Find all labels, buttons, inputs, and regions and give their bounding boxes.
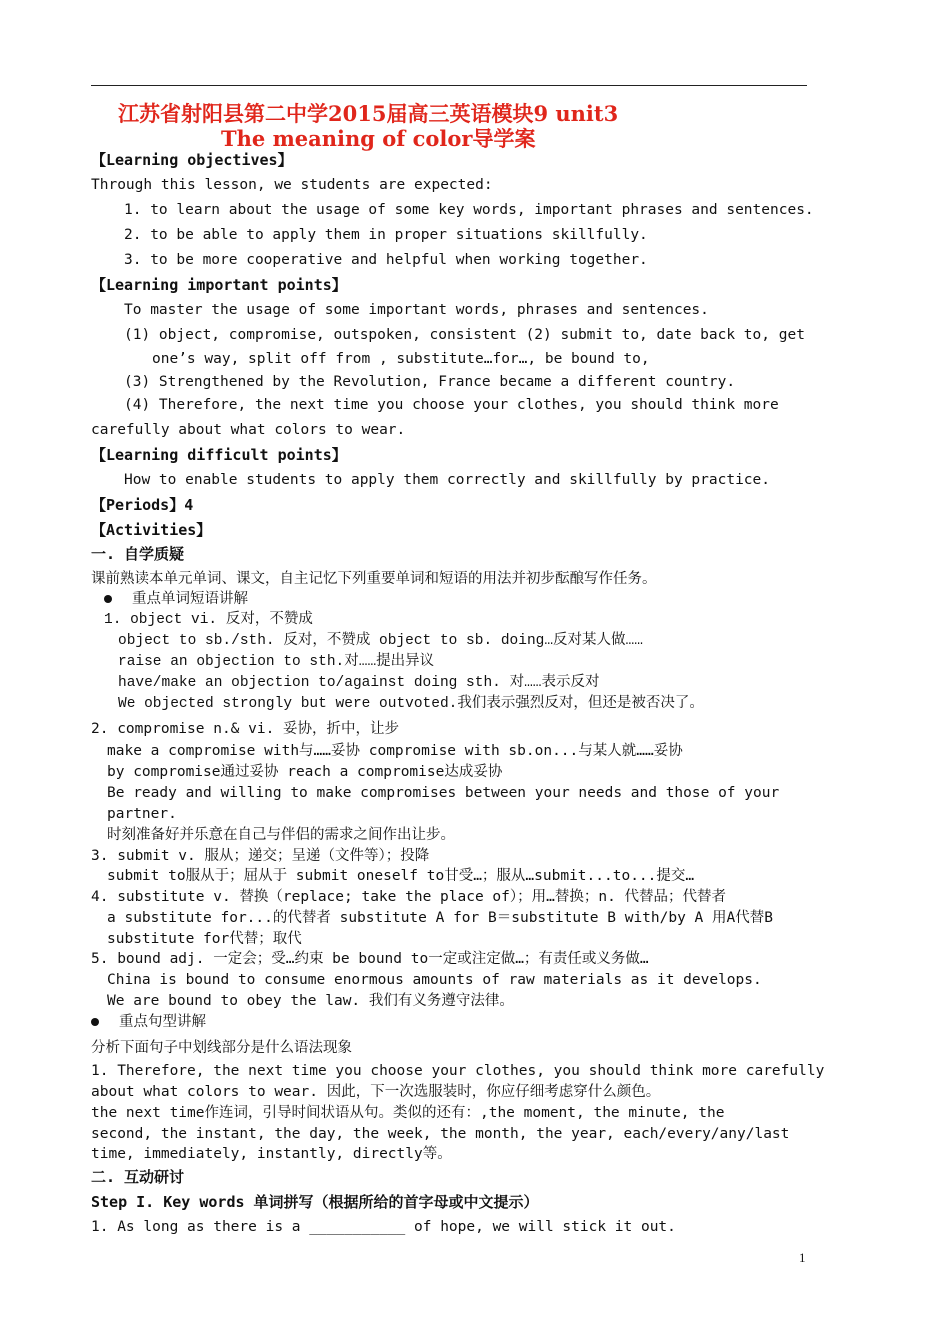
object-block <box>104 610 313 631</box>
compromise-line: by compromise通过妥协 reach a compromise达成妥协 <box>107 764 503 780</box>
sentence-line: about what colors to wear. 因此，下一次选服装时，你应仔细考虑穿什么颜色。 <box>91 1084 661 1100</box>
compromise-line: partner. <box>107 806 177 822</box>
object-block-details <box>118 631 704 715</box>
bullet-word-phrases <box>104 590 248 608</box>
compromise-line: 2. compromise n.& vi. 妥协，折中，让步 <box>91 721 400 737</box>
important-points-line: (4) Therefore, the next time you choose your clothes, you should think more <box>124 397 779 413</box>
question-1: 1. As long as there is a ___________ of hope, we will stick it out. <box>91 1219 676 1235</box>
objective-item: 2. to be able to apply them in proper situations skillfully. <box>124 227 648 243</box>
object-line: raise an objection to sth.对……提出异议 <box>118 654 435 670</box>
substitute-line: a substitute for...的代替者 substitute A for B＝substitute B with/by A 用A代替B <box>107 910 773 926</box>
difficult-points-heading: 【Learning difficult points】 <box>91 446 347 464</box>
step1-heading: Step I. Key words 单词拼写（根据所给的首字母或中文提示） <box>91 1193 539 1211</box>
sentence-line: second, the instant, the day, the week, the month, the year, each/every/any/last <box>91 1126 790 1142</box>
activities-heading: 【Activities】 <box>91 521 212 539</box>
section1-intro: 课前熟读本单元单词、课文，自主记忆下列重要单词和短语的用法并初步酝酿写作任务。 <box>91 571 657 587</box>
section2-heading: 二. 互动研讨 <box>91 1168 185 1186</box>
objectives-heading: 【Learning objectives】 <box>91 151 293 169</box>
important-points-line: (3) Strengthened by the Revolution, France became a different country. <box>124 374 736 390</box>
compromise-line: 时刻准备好并乐意在自己与伴侣的需求之间作出让步。 <box>107 827 455 843</box>
bullet-label: 重点单词短语讲解 <box>132 591 248 607</box>
section1-heading: 一. 自学质疑 <box>91 545 185 563</box>
compromise-line: make a compromise with与……妥协 compromise with sb.on...与某人就……妥协 <box>107 743 683 759</box>
bullet-icon <box>104 595 112 603</box>
bound-line: 5. bound adj. 一定会；受…约束 be bound to一定或注定做…；有责任或义务做… <box>91 951 649 967</box>
submit-line: 3. submit v. 服从；递交；呈递（文件等）；投降 <box>91 848 430 864</box>
important-points-line: (1) object, compromise, outspoken, consistent (2) submit to, date back to, get <box>124 327 805 343</box>
bound-line: China is bound to consume enormous amounts of raw materials as it develops. <box>107 972 762 988</box>
important-points-heading: 【Learning important points】 <box>91 276 347 294</box>
compromise-line: Be ready and willing to make compromises between your needs and those of your <box>107 785 780 801</box>
header-rule <box>91 85 807 86</box>
object-line: have/make an objection to/against doing sth. 对……表示反对 <box>118 675 600 691</box>
sentence-line: time, immediately, instantly, directly等。 <box>91 1146 452 1162</box>
bullet-sentence-patterns <box>91 1013 206 1031</box>
object-line: We objected strongly but were outvoted.我们表示强烈反对，但还是被否决了。 <box>118 696 704 712</box>
object-line: object to sb./sth. 反对，不赞成 object to sb. doing…反对某人做…… <box>118 633 643 649</box>
important-points-line: one’s way, split off from , substitute…for…, be bound to, <box>152 351 650 367</box>
submit-line: submit to服从于；屈从于 submit oneself to甘受…；服从…submit...to...提交… <box>107 868 695 884</box>
sentence-line: the next time作连词，引导时间状语从句。类似的还有：,the moment, the minute, the <box>91 1105 725 1121</box>
important-points-line: carefully about what colors to wear. <box>91 422 406 438</box>
objective-item: 1. to learn about the usage of some key words, important phrases and sentences. <box>124 202 814 218</box>
substitute-line: 4. substitute v. 替换（replace; take the place of）；用…替换；n. 代替品；代替者 <box>91 889 727 905</box>
substitute-line: substitute for代替；取代 <box>107 931 302 947</box>
document-title-line1: 江苏省射阳县第二中学2015届高三英语模块9 unit3 <box>118 101 619 126</box>
objectives-intro: Through this lesson, we students are expected: <box>91 177 493 193</box>
page-number: 1 <box>799 1250 806 1265</box>
bullet-label: 重点句型讲解 <box>119 1014 206 1030</box>
objective-item: 3. to be more cooperative and helpful when working together. <box>124 252 648 268</box>
sentence-line: 1. Therefore, the next time you choose your clothes, you should think more carefully <box>91 1063 825 1079</box>
bound-line: We are bound to obey the law. 我们有义务遵守法律。 <box>107 993 514 1009</box>
analyze-instruction: 分析下面句子中划线部分是什么语法现象 <box>91 1040 352 1056</box>
bullet-icon <box>91 1018 99 1026</box>
object-line: 1. object vi. 反对，不赞成 <box>104 612 313 628</box>
important-points-line: To master the usage of some important words, phrases and sentences. <box>124 302 709 318</box>
difficult-points-text: How to enable students to apply them correctly and skillfully by practice. <box>124 472 771 488</box>
document-title-line2: The meaning of color导学案 <box>221 126 536 151</box>
periods-label: 【Periods】4 <box>91 496 194 514</box>
